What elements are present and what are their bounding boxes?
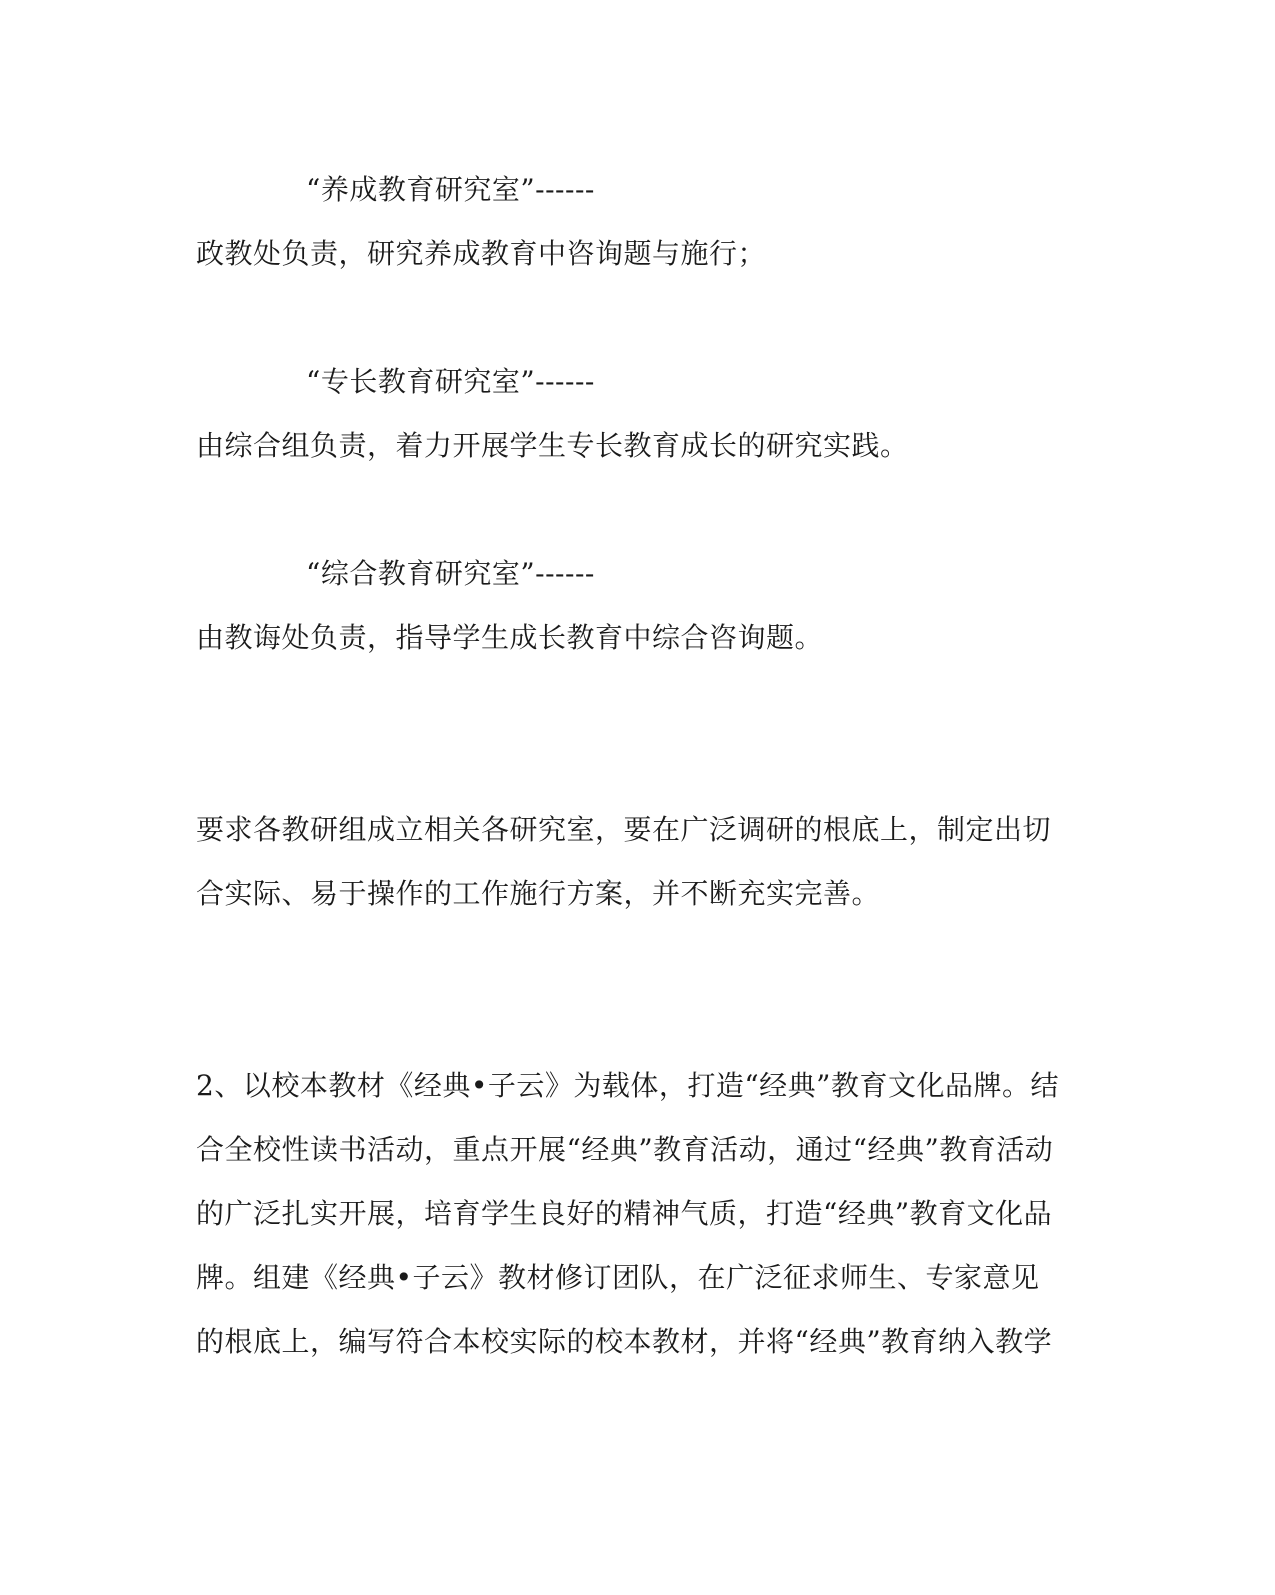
section-body-habit-education: 政教处负责，研究养成教育中咨询题与施行； [196, 237, 767, 270]
section-heading-specialty-education: “专长教育研究室”------ [306, 365, 595, 398]
section-body-specialty-education: 由综合组负责，着力开展学生专长教育成长的研究实践。 [196, 429, 909, 462]
requirement-paragraph-line: 要求各教研组成立相关各研究室，要在广泛调研的根底上，制定出切 [196, 813, 1052, 846]
item-2-paragraph-line: 合全校性读书活动，重点开展“经典”教育活动，通过“经典”教育活动 [196, 1133, 1054, 1166]
requirement-paragraph-line: 合实际、易于操作的工作施行方案，并不断充实完善。 [196, 877, 881, 910]
item-2-paragraph-line: 牌。组建《经典•子云》教材修订团队，在广泛征求师生、专家意见 [196, 1261, 1040, 1294]
item-2-paragraph-line: 2、以校本教材《经典•子云》为载体，打造“经典”教育文化品牌。结 [196, 1069, 1059, 1102]
item-2-paragraph-line: 的根底上，编写符合本校实际的校本教材，并将“经典”教育纳入教学 [196, 1325, 1053, 1358]
section-heading-comprehensive-education: “综合教育研究室”------ [306, 557, 595, 590]
item-2-paragraph-line: 的广泛扎实开展，培育学生良好的精神气质，打造“经典”教育文化品 [196, 1197, 1053, 1230]
section-heading-habit-education: “养成教育研究室”------ [306, 173, 595, 206]
section-body-comprehensive-education: 由教诲处负责，指导学生成长教育中综合咨询题。 [196, 621, 824, 654]
